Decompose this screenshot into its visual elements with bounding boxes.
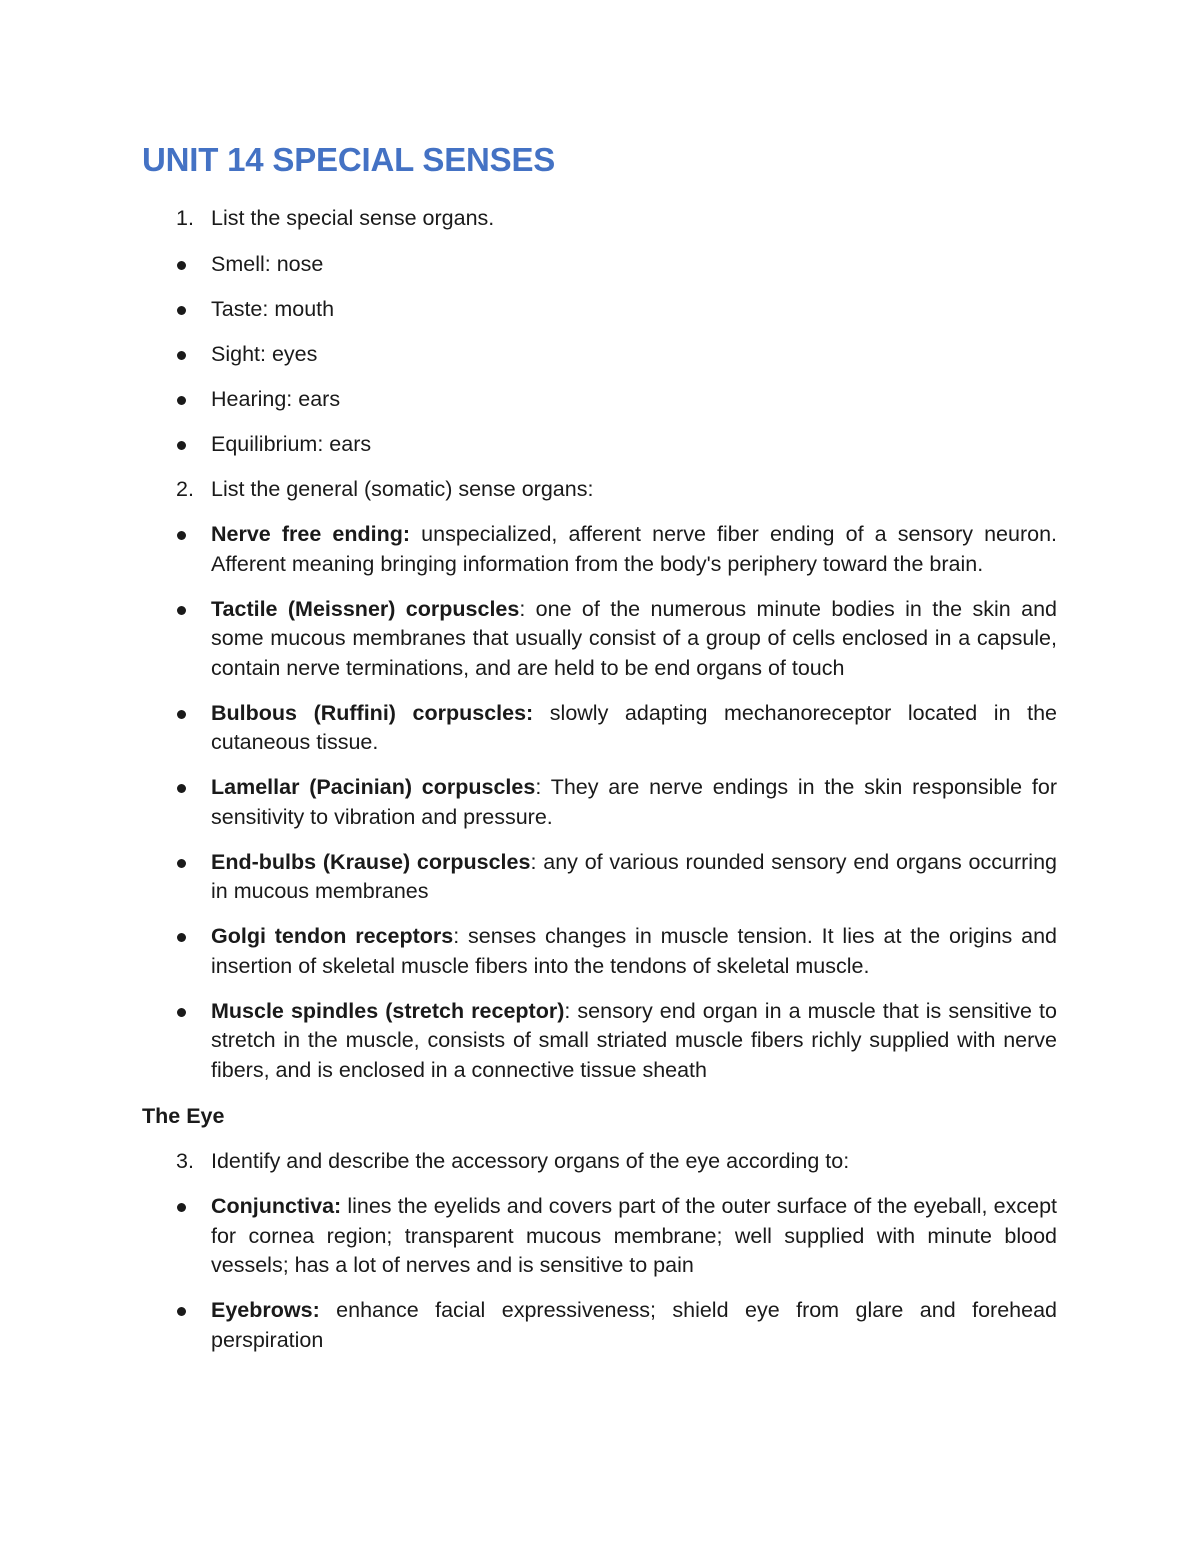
list-item [142, 595, 1057, 684]
description: lines the eyelids and covers part of the outer surface of the eyeball, except for cornea region; transparent mucous membrane; well supplied with minute blood vessels; has a lot of nerves and is sensitive to pain [211, 1194, 1057, 1277]
term: End-bulbs (Krause) corpuscles [211, 849, 531, 874]
term: Nerve free ending: [211, 522, 411, 546]
term: Eyebrows: [211, 1298, 320, 1322]
term: Bulbous (Ruffini) corpuscles: [211, 700, 534, 725]
page-title: UNIT 14 SPECIAL SENSES [142, 141, 556, 178]
list-item [142, 922, 1057, 981]
question-2 [142, 475, 1057, 505]
description: : one of the numerous minute bodies in the skin and some mucous membranes that usually consist of a group of cells enclosed in a capsule, contain nerve terminations, and are held to be end organs of touch [211, 596, 1057, 680]
eye-organs-list [142, 1192, 1057, 1355]
list-item [142, 699, 1057, 758]
bullet-icon [177, 1203, 186, 1212]
description: slowly adapting mechanoreceptor located in the cutaneous tissue. [211, 700, 1058, 754]
bullet-icon [177, 933, 186, 942]
bullet-icon [177, 859, 186, 868]
list-item: Taste: mouth [142, 295, 1057, 325]
question-number: 3. [176, 1148, 194, 1173]
bullet-icon [177, 1008, 186, 1017]
question-text: List the special sense organs. [211, 206, 495, 230]
question-3 [142, 1147, 1057, 1177]
bullet-icon [177, 710, 186, 719]
bullet-icon [177, 306, 186, 315]
question-number: 1. [176, 206, 194, 230]
bullet-icon [177, 351, 186, 360]
bullet-icon [177, 441, 186, 450]
question-1 [142, 204, 1057, 234]
general-senses-list [142, 520, 1057, 1085]
bullet-icon [177, 261, 186, 270]
special-senses-list [142, 250, 1057, 460]
bullet-icon [177, 606, 186, 615]
list-item [142, 1296, 1057, 1355]
bullet-icon [177, 1307, 186, 1316]
list-item: Sight: eyes [142, 340, 1057, 370]
description: : any of various rounded sensory end organs occurring in mucous membranes [211, 849, 1057, 903]
list-item [142, 773, 1057, 832]
list-item [142, 1192, 1057, 1281]
term: Golgi tendon receptors [211, 924, 454, 948]
term: Muscle spindles (stretch receptor) [211, 998, 565, 1023]
question-text: Identify and describe the accessory organs of the eye according to: [211, 1148, 850, 1173]
bullet-icon [177, 531, 186, 540]
list-item [142, 520, 1057, 579]
description: enhance facial expressiveness; shield eye from glare and forehead perspiration [211, 1298, 1057, 1352]
bullet-icon [177, 784, 186, 793]
question-number: 2. [176, 476, 194, 501]
list-item: Equilibrium: ears [142, 430, 1057, 460]
bullet-icon [177, 396, 186, 405]
list-item [142, 997, 1057, 1086]
description: unspecialized, afferent nerve fiber ending of a sensory neuron. Afferent meaning bringing information from the body's periphery toward the brain. [211, 522, 1058, 576]
term: Tactile (Meissner) corpuscles [211, 596, 520, 621]
list-item: Smell: nose [142, 250, 1057, 280]
term: Lamellar (Pacinian) corpuscles [211, 775, 536, 799]
description: : They are nerve endings in the skin responsible for sensitivity to vibration and pressure. [211, 775, 1057, 829]
list-item: Hearing: ears [142, 385, 1057, 415]
section-heading-eye: The Eye [142, 1103, 225, 1128]
list-item [142, 848, 1057, 907]
term: Conjunctiva: [211, 1194, 342, 1218]
description: : sensory end organ in a muscle that is sensitive to stretch in the muscle, consists of small striated muscle fibers richly supplied with nerve fibers, and is enclosed in a connective tissue sheath [211, 998, 1057, 1082]
question-text: List the general (somatic) sense organs: [211, 476, 594, 501]
description: : senses changes in muscle tension. It lies at the origins and insertion of skeletal muscle fibers into the tendons of skeletal muscle. [211, 924, 1057, 978]
